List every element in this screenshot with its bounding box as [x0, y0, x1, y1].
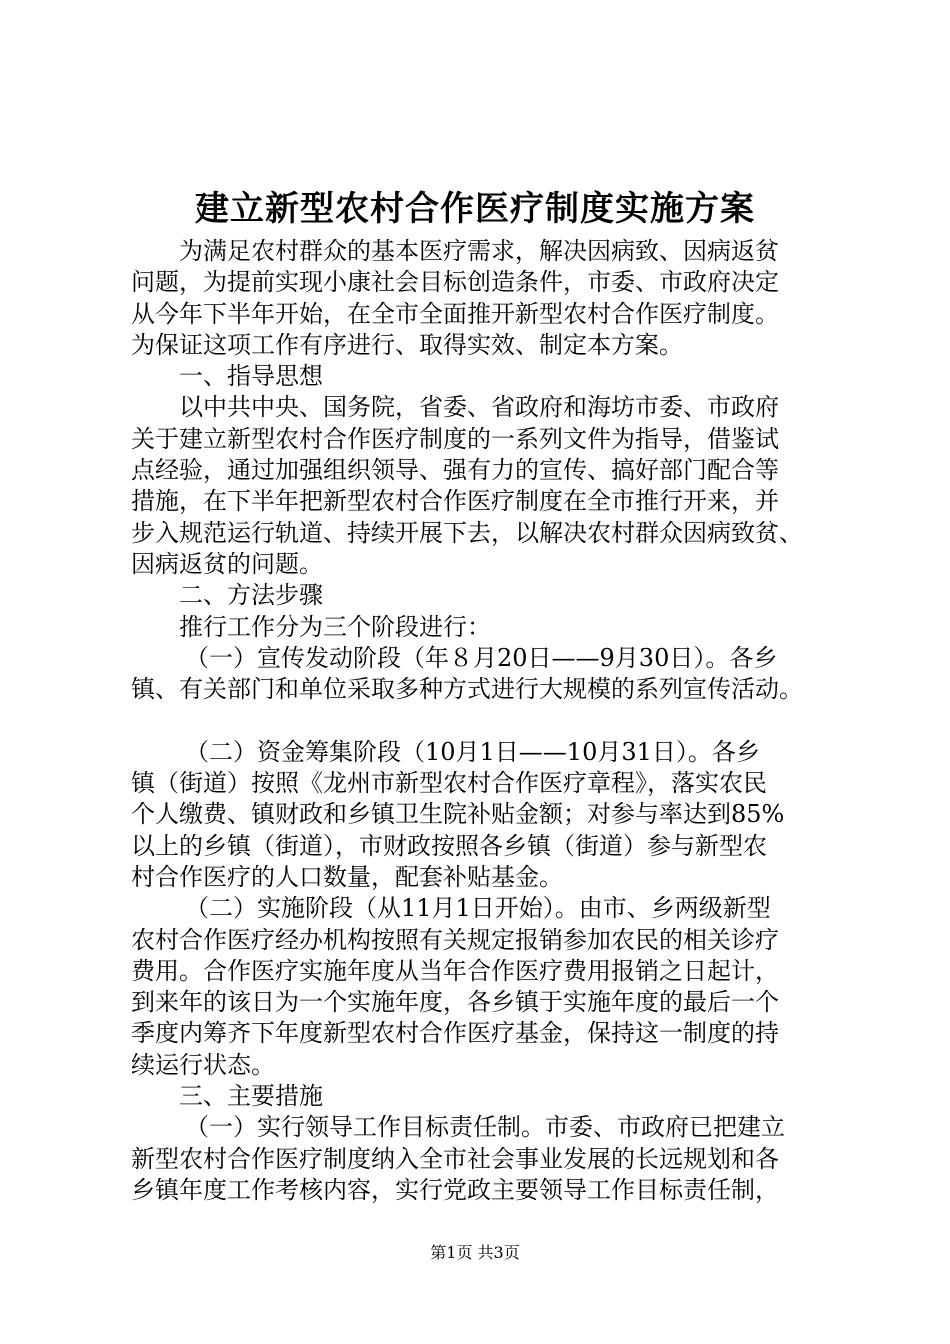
- text-line: 乡镇年度工作考核内容，实行党政主要领导工作目标责任制，: [131, 1175, 779, 1204]
- text-line: 问题，为提前实现小康社会目标创造条件，市委、市政府决定: [131, 268, 779, 297]
- section-heading: 二、方法步骤: [179, 581, 323, 610]
- text-line: （一）实行领导工作目标责任制。市委、市政府已把建立: [185, 1113, 785, 1142]
- text-line: 季度内筹齐下年度新型农村合作医疗基金，保持这一制度的持: [131, 1019, 779, 1048]
- text-line: 以上的乡镇（街道），市财政按照各乡镇（街道）参与新型农: [131, 831, 767, 860]
- text-line: 点经验，通过加强组织领导、强有力的宣传、搞好部门配合等: [131, 456, 779, 485]
- paragraph-gap: [131, 705, 847, 736]
- text-line: 农村合作医疗经办机构按照有关规定报销参加农民的相关诊疗: [131, 925, 779, 954]
- text-line: 从今年下半年开始，在全市全面推开新型农村合作医疗制度。: [131, 299, 779, 328]
- text-line: 关于建立新型农村合作医疗制度的一系列文件为指导，借鉴试: [131, 424, 779, 453]
- document-body: [131, 236, 847, 1206]
- text-line: 步入规范运行轨道、持续开展下去，以解决农村群众因病致贫、: [131, 518, 803, 547]
- section-heading: 一、指导思想: [179, 362, 323, 391]
- text-line: （一）宣传发动阶段（年８月20日——9月30日）。各乡: [185, 643, 778, 672]
- text-line: 为满足农村群众的基本医疗需求，解决因病致、因病返贫: [179, 237, 779, 265]
- text-line: 到来年的该日为一个实施年度，各乡镇于实施年度的最后一个: [131, 988, 779, 1017]
- text-line: （二）实施阶段（从11月1日开始）。由市、乡两级新型: [185, 894, 771, 923]
- section-heading: 三、主要措施: [179, 1082, 323, 1111]
- text-line: 为保证这项工作有序进行、取得实效、制定本方案。: [131, 330, 683, 359]
- text-line: 村合作医疗的人口数量，配套补贴基金。: [131, 862, 563, 891]
- page-indicator: 第1页 共3页: [430, 1243, 520, 1262]
- text-line: 镇、有关部门和单位采取多种方式进行大规模的系列宣传活动。: [131, 675, 803, 704]
- text-line: 推行工作分为三个阶段进行：: [179, 612, 491, 641]
- text-line: 以中共中央、国务院，省委、省政府和海坊市委、市政府: [179, 393, 779, 422]
- text-line: 续运行状态。: [131, 1050, 275, 1079]
- text-line: 措施，在下半年把新型农村合作医疗制度在全市推行开来，并: [131, 487, 779, 516]
- text-line: 因病返贫的问题。: [131, 549, 323, 578]
- document-title: 建立新型农村合作医疗制度实施方案: [195, 189, 755, 229]
- text-line: （二）资金筹集阶段（10月1日——10月31日）。各乡: [185, 737, 760, 766]
- text-line: 费用。合作医疗实施年度从当年合作医疗费用报销之日起计，: [131, 956, 779, 985]
- text-line: 镇（街道）按照《龙州市新型农村合作医疗章程》，落实农民: [131, 769, 767, 798]
- text-line: 个人缴费、镇财政和乡镇卫生院补贴金额；对参与率达到85%: [131, 800, 785, 829]
- text-line: 新型农村合作医疗制度纳入全市社会事业发展的长远规划和各: [131, 1144, 779, 1173]
